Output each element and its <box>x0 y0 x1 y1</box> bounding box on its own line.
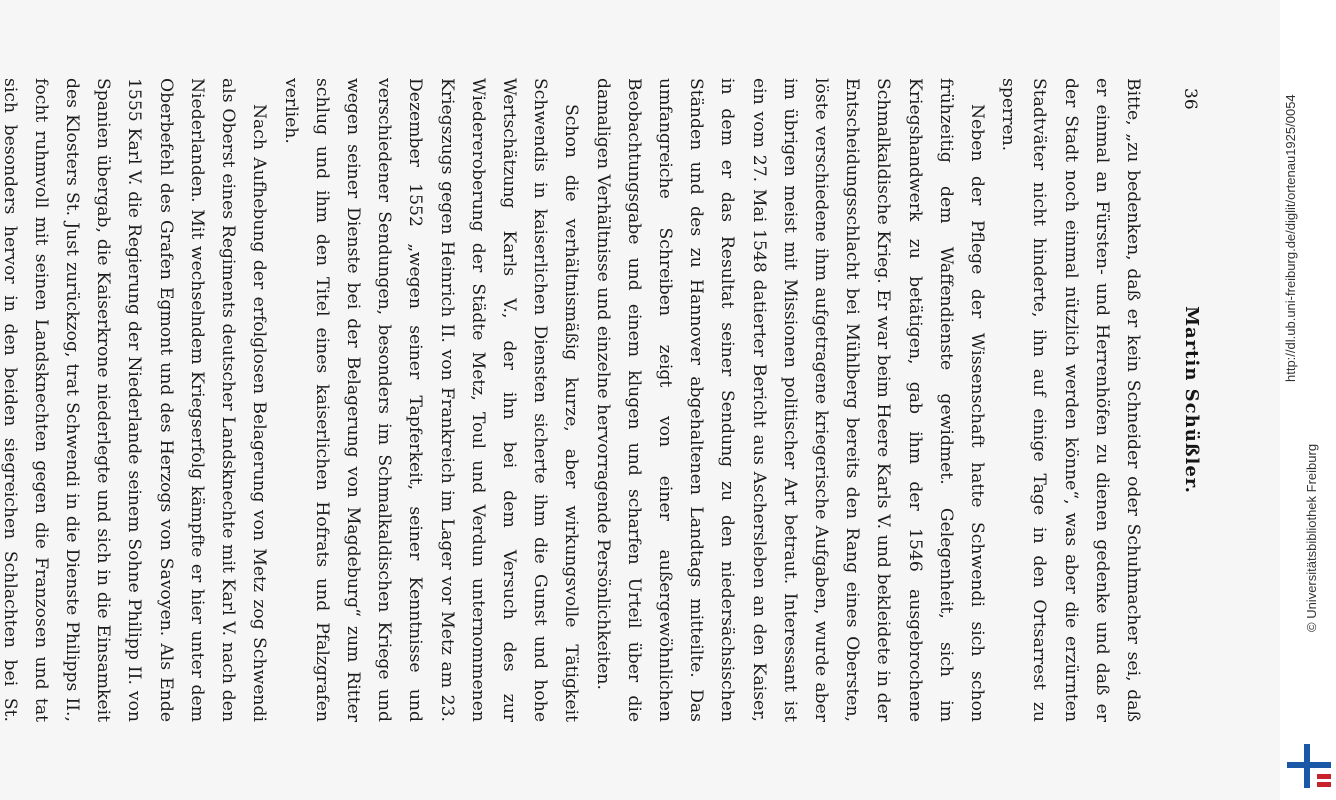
source-url[interactable]: http://dl.ub.uni-freiburg.de/diglit/ortenau1925/0054 <box>1283 94 1298 382</box>
logo-bar-red-top <box>1317 774 1331 779</box>
page-number: 36 <box>1180 88 1200 110</box>
paragraph: Bitte, „zu bedenken, daß er kein Schneider oder Schuhmacher sei, daß er einmal an Fürsten- und Herrenhöfen zu dienen gedenke und daß er der Stadt noch einmal nützlich werden könne“, was aber die erzürnten Stadtväter nicht hinderte, ihn auf einige Tage in den Ortsarrest zu sperren. <box>998 78 1143 722</box>
book-page <box>0 30 1240 770</box>
page-header <box>1166 78 1206 722</box>
logo-bar-red-bottom <box>1317 782 1331 787</box>
copyright-notice: © Universitätsbibliothek Freiburg <box>1304 443 1319 632</box>
logo-bar-horizontal <box>1287 762 1331 768</box>
paragraph: Nach Aufhebung der erfolglosen Belagerung von Metz zog Schwendi als Oberst eines Regiments deutscher Landsknechte mit Karl V. nach den Niederlanden. Mit wechselndem Kriegserfolg kämpfte er hier unter dem Oberbefehl des Grafen Egmont und des Herzogs von Savoyen. Als Ende 1555 Karl V. die Regierung der Niederlande seinem Sohne Philipp II. von Spanien übergab, die Kaiserkrone niederlegte und sich in die Einsamkeit des Klosters St. Just zurückzog, trat Schwendi in die Dienste Philipps II., focht ruhmvoll mit seinen Landsknechten gegen die Franzosen und tat sich besonders hervor in den beiden siegreichen Schlachten bei St. <box>0 78 270 722</box>
rotated-page <box>0 30 1240 770</box>
paragraph: Neben der Pflege der Wissenschaft hatte Schwendi sich schon frühzeitig dem Waffendienste gewidmet. Gelegenheit, sich im Kriegshandwerk zu betätigen, gab ihm der 1546 ausgebrochene Schmalkaldische Krieg. Er war beim Heere Karls V. und bekleidete in der Entscheidungsschlacht bei Mühlberg bereits den Rang eines Obersten, löste verschiedene ihm aufgetragene kriegerische Aufgaben, wurde aber im übrigen meist mit Missionen politischer Art betraut. Interessant ist ein vom 27. Mai 1548 datierter Bericht aus Aschersleben an den Kaiser, in dem er das Resultat seiner Sendung zu den niedersächsischen Ständen und des zu Hannover abgehaltenen Landtags mitteilte. Das umfangreiche Schreiben zeigt von einer außergewöhnlichen Beobachtungsgabe und einem klugen und scharfen Urteil über die damaligen Verhältnisse und einzelne hervorragende Persönlichkeiten. <box>592 78 987 722</box>
running-head: Martin Schüßler. <box>1181 306 1202 494</box>
logo-bar-vertical-top <box>1304 744 1310 764</box>
paragraph: Schon die verhältnismäßig kurze, aber wirkungsvolle Tätigkeit Schwendis in kaiserlichen Diensten sicherte ihm die Gunst und hohe Wertschätzung Karls V., der ihn bei dem Versuch des zur Wiedereroberung der Städte Metz, Toul und Verdun unternommenen Kriegszugs gegen Heinrich II. von Frankreich im Lager vor Metz am 23. Dezember 1552 „wegen seiner Tapferkeit, seiner Kenntnisse und verschiedener Sendungen, besonders im Schmalkaldischen Kriege und wegen seiner Dienste bei der Belagerung von Magdeburg“ zum Ritter schlug und ihm den Titel eines kaiserlichen Hofrats und Pfalzgrafen verlieh. <box>280 78 582 722</box>
library-logo-icon <box>1287 744 1331 788</box>
logo-bar-vertical-bottom <box>1304 768 1310 788</box>
body-text <box>0 78 1148 722</box>
